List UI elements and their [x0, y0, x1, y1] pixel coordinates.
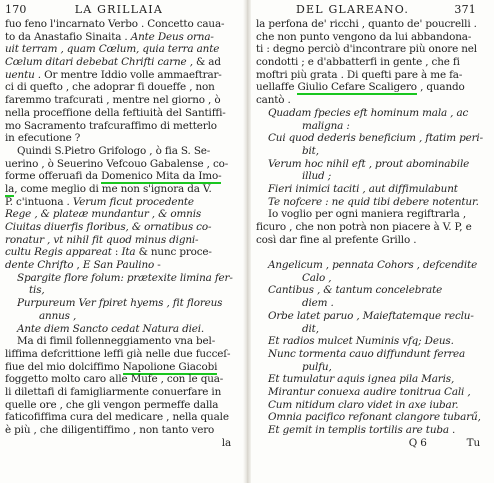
text-line	[5, 437, 241, 450]
text-line	[5, 132, 241, 145]
right-running-head: DEL GLAREANO.	[296, 3, 410, 16]
italic-text-run: Te nofcere : ne quid tibi debere notentur.	[268, 195, 479, 208]
italic-text-run: Et radios mulcet Numinis vfq; Deus.	[268, 335, 454, 348]
italic-text-run: maligna :	[302, 119, 350, 132]
text-run: Ma di fimil follenneggiamento vna bel-	[17, 335, 216, 348]
text-line	[5, 424, 241, 437]
text-line	[5, 259, 241, 272]
highlighted-name: Giulio Cefare Scaligero	[297, 81, 417, 94]
text-run: cantò .	[256, 94, 291, 107]
text-run: la perfona de' ricchi , quanto de' poucrelli .	[256, 18, 477, 30]
text-line	[256, 94, 490, 107]
text-run: & nunc proce-	[135, 246, 212, 259]
text-line	[5, 196, 241, 209]
text-line	[256, 208, 490, 221]
italic-text-run: Ante diem Sancto cedat Natura diei.	[17, 322, 205, 335]
text-line	[5, 297, 241, 310]
text-line	[256, 424, 490, 437]
italic-text-run: bit,	[302, 144, 319, 157]
italic-text-run: Omnia pacifico refonant clangore tubarű,	[268, 411, 481, 424]
text-run: Io voglio per ogni maniera regiftrarla ,	[268, 208, 466, 221]
text-line	[256, 310, 490, 323]
italic-text-run: Calo ,	[302, 271, 332, 284]
text-line	[5, 94, 241, 107]
text-run: liffima defcrittione leffi già nelle due fucceſ-	[5, 347, 231, 360]
text-run: forme offeruafi da	[5, 170, 102, 183]
italic-text-run: tis,	[29, 284, 45, 297]
text-run: , come meglio di me non s'ignora da V.	[14, 182, 212, 195]
italic-text-run: Cum nitidum claro videt in axe iubar.	[268, 398, 459, 411]
italic-text-run: annus ,	[39, 309, 77, 322]
text-line	[5, 158, 241, 171]
text-line	[256, 81, 490, 94]
italic-text-run: Angelicum , pennata Cohors , defcendite	[268, 259, 478, 272]
text-line	[5, 284, 241, 297]
text-line	[256, 120, 490, 133]
text-line	[5, 221, 241, 234]
text-run: uellaffe	[256, 81, 298, 94]
text-line	[256, 437, 490, 450]
text-line	[5, 56, 241, 69]
left-running-header	[5, 4, 241, 18]
text-run: . Or mentre Iddio volle ammaeftrar-	[34, 68, 222, 81]
text-line	[5, 120, 241, 133]
text-line	[256, 31, 490, 44]
text-run: foggetto molto caro alle Mufe , con le qua-	[5, 373, 224, 386]
text-line	[5, 234, 241, 247]
text-line	[256, 132, 490, 145]
italic-text-run: Orbe latet paruo , Maieftatemque reclu-	[268, 309, 474, 322]
text-line	[256, 107, 490, 120]
italic-text-run: Ciuitas diuerfis floribus, & ornatibus co-	[5, 221, 212, 233]
italic-text-run: Cœlum ditari debebat Chrifti carne ,	[5, 56, 197, 69]
text-run: è più , che diligentiffimo , non tanto vero	[5, 424, 215, 436]
text-line	[256, 411, 490, 424]
text-line	[256, 18, 490, 31]
text-run: così dar fine al prefente Grillo .	[256, 233, 417, 246]
italic-text-run: cultu Regis appareat	[5, 246, 112, 259]
text-line	[256, 158, 490, 171]
text-line	[5, 246, 241, 259]
text-run: -	[154, 259, 161, 272]
text-run: ficuro , che non potrà non piacere à V. P, e	[256, 221, 472, 233]
text-run: moftri più grata . Di quefti pare à me fa-	[256, 68, 463, 81]
highlighted-name: Domenico Mita da Imo-	[101, 170, 222, 183]
text-line	[5, 81, 241, 94]
text-line	[256, 361, 490, 374]
text-run: in efecutione ?	[5, 132, 81, 145]
text-run: ci di quefto , che adoprar fi doueffe , non	[5, 81, 215, 94]
text-line	[5, 399, 241, 412]
text-line	[256, 335, 490, 348]
right-page-number: 371	[454, 3, 476, 16]
text-line	[5, 310, 241, 323]
text-line	[256, 272, 490, 285]
text-line	[5, 386, 241, 399]
italic-text-run: Verum hoc nihil eft , prout abominabile	[268, 157, 470, 170]
text-line	[5, 373, 241, 386]
text-line	[5, 348, 241, 361]
left-page-text	[5, 18, 241, 449]
highlighted-name: la	[5, 182, 15, 195]
text-line	[256, 43, 490, 56]
italic-text-run: Cui quod dederis beneficium , ftatim peri-	[268, 132, 483, 145]
text-run: to da Anastafio Sinaita .	[5, 30, 131, 43]
text-line	[5, 69, 241, 82]
text-run: fuo feno l'incarnato Verbo . Concetto caua-	[5, 18, 225, 30]
text-run: nella proceffione della feftiuità del Santiffi-	[5, 106, 226, 119]
text-line	[5, 323, 241, 336]
italic-text-run: Et tumulatur aquis ignea pila Maris,	[268, 373, 455, 386]
right-page	[256, 4, 490, 449]
text-run: faremmo trafcurati , mentre nel giorno , ò	[5, 94, 221, 107]
text-run: uerino , ò Seuerino Vefcouo Gabalense , co-	[5, 157, 229, 170]
text-run: & ad	[196, 56, 221, 69]
text-line	[256, 284, 490, 297]
text-run: P. c'intuona .	[5, 195, 73, 208]
text-run: quelle ore , che gli vengon permeffe dalla	[5, 398, 219, 411]
text-run: , quando	[416, 81, 465, 94]
italic-text-run: Purpureum Ver fpiret hyems , fit floreus	[17, 297, 223, 310]
text-run: condotti ; e d'abbatterfi in gente , che fi	[256, 56, 460, 69]
text-line	[256, 234, 490, 247]
text-line	[5, 183, 241, 196]
left-running-head: LA GRILLAIA	[74, 3, 163, 16]
text-run: Quindi S.Pietro Grifologo , ò fia S. Se-	[17, 144, 211, 157]
text-line	[5, 145, 241, 158]
italic-text-run: Rege , & plateæ mundantur , & omnis	[5, 208, 202, 221]
text-line	[256, 145, 490, 158]
italic-text-run: dit,	[302, 322, 319, 335]
highlighted-name: Napolione Giacobi	[122, 360, 218, 373]
text-run: Tu	[466, 436, 480, 449]
text-line	[5, 411, 241, 424]
text-line	[256, 56, 490, 69]
italic-text-run: diem .	[302, 297, 334, 310]
text-line	[256, 386, 490, 399]
text-run: Q 6	[408, 436, 427, 449]
left-page	[5, 4, 241, 449]
text-run: la	[221, 436, 231, 449]
italic-text-run: E San Paulino	[82, 259, 155, 272]
italic-text-run: Ita	[121, 246, 136, 259]
text-line	[256, 221, 490, 234]
text-line	[256, 373, 490, 386]
text-line	[5, 107, 241, 120]
text-line	[256, 399, 490, 412]
italic-text-run: Spargite flore folum: prætexite limina fer-	[17, 271, 233, 284]
text-line	[5, 18, 241, 31]
text-run: ti : degno perciò d'incontrare più onore nel	[256, 43, 477, 56]
italic-text-run: Cantibus , & tantum concelebrate	[268, 284, 443, 297]
text-line	[256, 196, 490, 209]
text-run: ,	[73, 259, 83, 272]
text-line	[5, 170, 241, 183]
text-line	[256, 348, 490, 361]
italic-text-run: pulfu,	[302, 360, 332, 373]
italic-text-run: ronatur , vt nihil fit quod minus digni-	[5, 233, 199, 246]
italic-text-run: uit terram , quam Cœlum, quia terra ante	[5, 43, 220, 56]
text-line	[256, 297, 490, 310]
text-run: :	[111, 246, 122, 259]
text-line	[256, 170, 490, 183]
text-line	[256, 246, 490, 259]
text-run: fiue del mio dolciffimo	[5, 360, 123, 373]
text-line	[5, 43, 241, 56]
italic-text-run: Et gemit in templis tortilis are tuba .	[268, 424, 456, 436]
book-spine	[243, 0, 251, 483]
text-line	[5, 335, 241, 348]
italic-text-run: Ante Deus orna-	[130, 30, 214, 43]
text-line	[256, 69, 490, 82]
text-line	[5, 272, 241, 285]
italic-text-run: Verum ficut procedente	[72, 195, 194, 208]
text-line	[256, 259, 490, 272]
text-line	[5, 31, 241, 44]
left-page-number: 170	[5, 3, 27, 16]
text-run: li dilettafi di famigliarmente conuerfare in	[5, 385, 222, 398]
italic-text-run: dente Chrifto	[5, 259, 74, 272]
text-run: faticofiffima cura del medicare , nella quale	[5, 411, 229, 424]
italic-text-run: illud ;	[302, 170, 332, 183]
italic-text-run: Nunc tormenta cauo diffundunt ferrea	[268, 347, 466, 360]
text-run: mo Sacramento trafcuraffimo di metterlo	[5, 119, 217, 132]
right-page-text	[256, 18, 490, 449]
text-line	[256, 183, 490, 196]
italic-text-run: uentu	[5, 68, 35, 81]
text-run: che non punto vengono da lui abbandona-	[256, 30, 472, 43]
right-running-header	[256, 4, 490, 18]
italic-text-run: Mirantur conuexa audire tonitrua Cali ,	[268, 385, 471, 398]
text-line	[5, 361, 241, 374]
italic-text-run: Quadam fpecies eft hominum mala , ac	[268, 106, 469, 119]
italic-text-run: Fieri inimici taciti , aut diffimulabunt	[268, 182, 458, 195]
text-line	[256, 323, 490, 336]
text-line	[5, 208, 241, 221]
